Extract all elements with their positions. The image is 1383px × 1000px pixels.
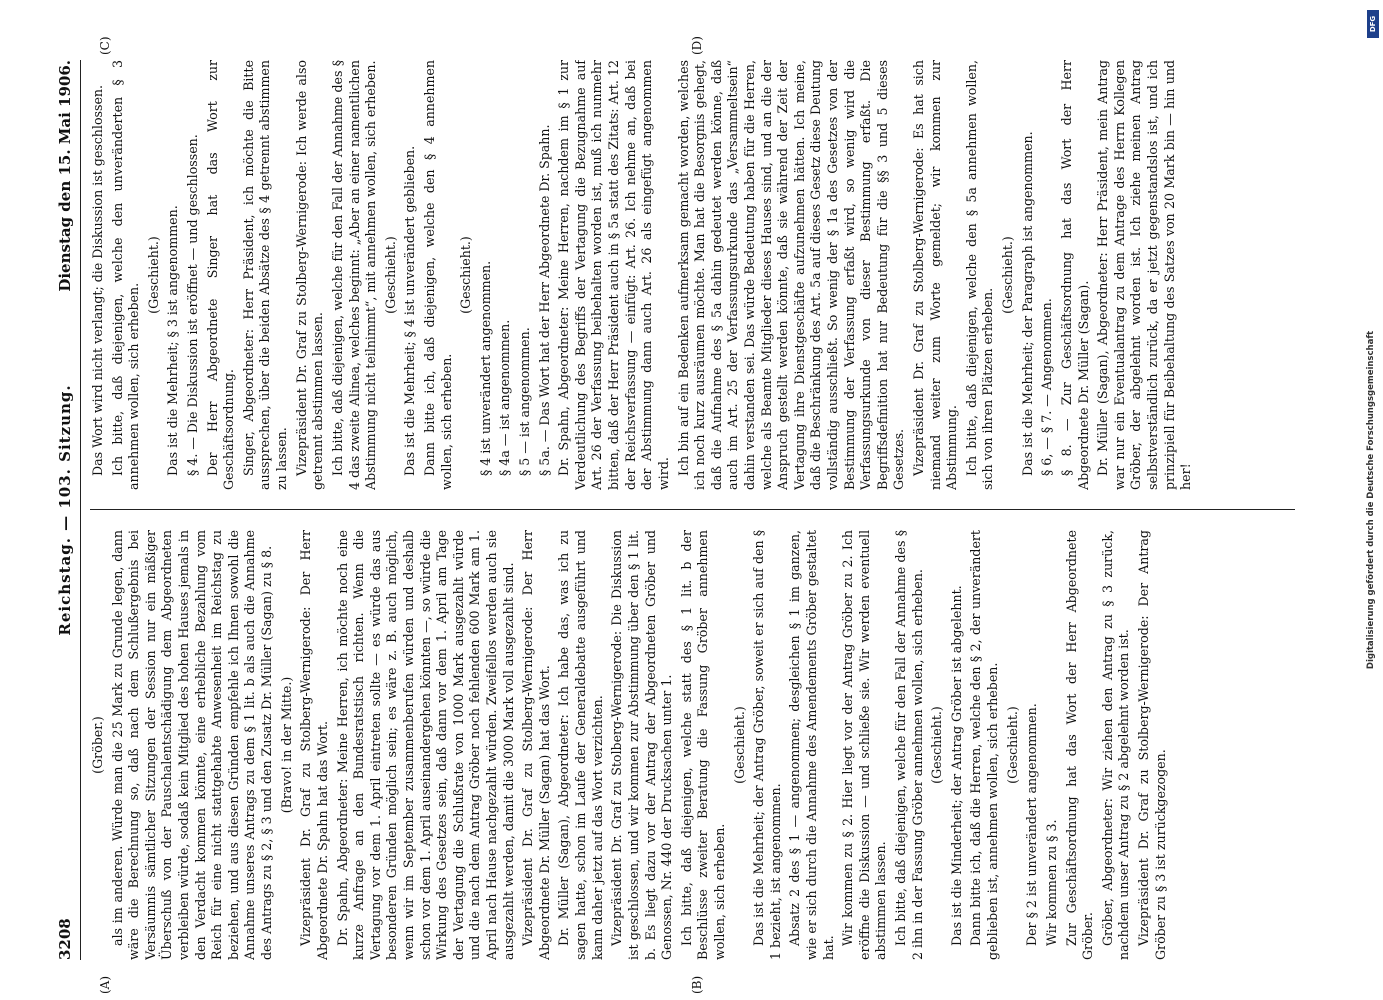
paragraph: Ich bitte, daß diejenigen, welche für den Fall der Annahme des § 4 das zweite Alinea, welches beginnt: „Aber an einer namentlichen Abstimmung nicht teilnimmt“, mit annehmen wollen, sich erheben.: [329, 60, 379, 490]
paragraph: Absatz 2 des § 1 — angenommen; desgleichen § 1 im ganzen, wie er sich durch die Annahme des Amendements Gröber gestaltet hat.: [787, 530, 836, 960]
paragraph: Das ist die Minderheit; der Antrag Gröber ist abgelehnt.: [948, 585, 964, 946]
paragraph: als im anderen. Würde man die 25 Mark zu Grunde legen, dann wäre die Berechnung so, daß nach dem Schlußergebnis bei Versäumnis sämtlicher Sitzungen der Session nur ein mäßiger Überschuß von der Pauschalentschädigung dem Abgeordneten verbleiben würde, sodaß kein Mitglied des hohen Hauses jemals in den Verdacht kommen könnte, eine erhebliche Bezahlung vom Reich für eine nicht stattgehabte Anwesenheit im Reichstag zu beziehen, und aus diesen Gründen empfehle ich Ihnen sowohl die Annahme unseres Antrags zu dem § 1 lit. b als auch die Annahme des Antrags zu § 2, § 3 und den Zusatz Dr. Müller (Sagan) zu § 8.: [109, 530, 275, 960]
margin-marker-c: (C): [98, 36, 112, 55]
page-title: Reichstag. — 103. Sitzung.: [56, 384, 74, 636]
paragraph: (Geschieht.): [1004, 706, 1020, 784]
paragraph: Zur Geschäftsordnung hat das Wort der Herr Abgeordnete Gröber.: [1063, 530, 1096, 960]
paragraph: Das ist die Mehrheit; § 3 ist angenommen.: [165, 205, 181, 476]
paragraph: (Geschieht.): [929, 706, 945, 784]
margin-marker-b: (B): [690, 975, 704, 994]
dfg-logo-text: DFG: [1369, 15, 1377, 33]
paragraph: (Bravo! in der Mitte.): [278, 676, 294, 814]
paragraph: Dr. Spahn, Abgeordneter: Meine Herren, nachdem im § 1 zur Verdeutlichung des Begriffs der Vertagung die Bezugnahme auf Art. 26 der Verfassung beibehalten worden ist, muß ich nunmehr bitten, daß der Herr Präsident auch in § 5a statt des Zitats: Art. 12 der Reichsverfassung — einfügt: Art. 26. Ich nehme an, daß bei der Abstimmung dann auch Art. 26 als eingefügt angenommen wird.: [556, 60, 671, 490]
paragraph: (Gröber.): [90, 716, 105, 774]
paragraph: Dr. Spahn, Abgeordneter: Meine Herren, ich möchte noch eine kurze Anfrage an den Bundesratstisch richten. Wenn die Vertagung vor dem 1. April eintreten sollte — es würde das aus besonderen Gründen möglich sein; es wäre z. B. auch möglich, wenn wir im September zusammenberufen würden und deshalb schon vor dem 1. April auseinandergehen könnten —, so würde die Wirkung des Gesetzes sein, daß dann vor dem 1. April am Tage der Vertagung die Schlußrate von 1000 Mark ausgezahlt würde und die nach dem Antrag Gröber noch fehlenden 600 Mark am 1. April nach Hause nachgezahlt würden. Zweifellos werden auch sie ausgezahlt werden, damit die 3000 Mark voll ausgezahlt sind.: [334, 530, 516, 960]
paragraph: Ich bitte, daß diejenigen, welche für den Fall der Annahme des § 2 ihn in der Fassung Gröber annehmen wollen, sich erheben.: [893, 530, 925, 960]
paragraph: Dann bitte ich, daß diejenigen, welche den § 4 annehmen wollen, sich erheben.: [421, 60, 454, 490]
margin-marker-d: (D): [690, 36, 704, 55]
paragraph: Das ist die Mehrheit; der Antrag Gröber, soweit er sich auf den § 1 bezieht, ist angenommen.: [751, 530, 783, 960]
paragraph: Wir kommen zu § 3.: [1043, 819, 1059, 946]
paragraph: Ich bitte, daß diejenigen, welche statt des § 1 lit. b der Beschlüsse zweiter Beratung die Fassung Gröber annehmen wollen, sich erheben.: [678, 530, 727, 960]
paragraph: (Geschieht.): [458, 236, 474, 314]
paragraph: (Geschieht.): [731, 706, 747, 784]
paragraph: Vizepräsident Dr. Graf zu Stolberg-Wernigerode: Der Herr Abgeordnete Dr. Müller (Sagan) hat das Wort.: [520, 530, 552, 960]
paragraph: Das ist die Mehrheit; § 4 ist unverändert geblieben.: [402, 145, 418, 476]
paragraph: Dr. Müller (Sagan), Abgeordneter: Herr Präsident, mein Antrag war nur ein Eventualantrag zu dem Antrage des Herrn Kollegen Gröber, der abgelehnt worden ist. Ich ziehe meinen Antrag selbstverständlich zurück, da er jetzt gegenstandslos ist, und ich prinzipiell für Beibehaltung des Satzes von 20 Mark bin — hin und her!: [1095, 60, 1194, 490]
paragraph: Ich bitte, daß diejenigen, welche den unveränderten § 3 annehmen wollen, sich erheben.: [109, 60, 142, 490]
paragraph: (Geschieht.): [1000, 236, 1016, 314]
paragraph: Vizepräsident Dr. Graf zu Stolberg-Wernigerode: Ich werde also getrennt abstimmen lassen.: [293, 60, 326, 490]
paragraph: Vizepräsident Dr. Graf zu Stolberg-Wernigerode: Der Herr Abgeordnete Dr. Spahn hat das Wort.: [298, 530, 330, 960]
paragraph: Ich bitte, daß diejenigen, welche den § 5a annehmen wollen, sich von ihren Plätzen erheben.: [963, 60, 996, 490]
paragraph: Der § 2 ist unverändert angenommen.: [1024, 703, 1040, 946]
dfg-logo: [1367, 10, 1379, 38]
paragraph: Vizepräsident Dr. Graf zu Stolberg-Wernigerode: Die Diskussion ist geschlossen, und wir kommen zur Abstimmung über den § 1 lit. b. Es liegt dazu vor der Antrag der Abgeordneten Gröber und Genossen, Nr. 440 der Drucksachen unter 1.: [609, 530, 675, 960]
paragraph: § 8. — Zur Geschäftsordnung hat das Wort der Herr Abgeordnete Dr. Müller (Sagan).: [1058, 60, 1091, 490]
column-divider: [90, 509, 1295, 510]
paragraph: § 4a — ist angenommen.: [497, 319, 513, 476]
paragraph: Wir kommen zu § 2. Hier liegt vor der Antrag Gröber zu 2. Ich eröffne die Diskussion — und schließe sie. Wir werden eventuell abstimmen lassen.: [840, 530, 889, 960]
paragraph: Singer, Abgeordneter: Herr Präsident, ich möchte die Bitte aussprechen, über die beiden Absätze des § 4 getrennt abstimmen zu lassen.: [240, 60, 290, 490]
paragraph: Der Herr Abgeordnete Singer hat das Wort zur Geschäftsordnung.: [204, 60, 237, 490]
paragraph: Dr. Müller (Sagan), Abgeordneter: Ich habe das, was ich zu sagen hatte, schon im Laufe der Generaldebatte ausgeführt und kann daher jetzt auf das Wort verzichten.: [556, 530, 605, 960]
right-column: [90, 60, 1290, 490]
paragraph: Ich bin auf ein Bedenken aufmerksam gemacht worden, welches ich noch kurz ausräumen möchte. Man hat die Besorgnis gehegt, daß die Aufnahme des § 5a dahin gedeutet werden könne, daß auch im Art. 25 der Verfassungsurkunde das „Versammeltsein“ dahin verstanden sei. Das würde Bedeutung haben für die Herren, welche als Beamte Mitglieder dieses Hauses sind, und an die der Anspruch gestellt werden könnte, daß sie während der Zeit der Vertagung ihre Dienstgeschäfte aufzunehmen hätten. Ich meine, daß die Beschränkung des Art. 5a auf dieses Gesetz diese Deutung vollständig ausschließt. So wenig der § 1a des Gesetzes von der Bestimmung der Verfassung erfaßt wird, so wenig wird die Verfassungsurkunde von dieser Bestimmung erfaßt. Die Begriffsdefinition hat nur Bedeutung für die §§ 3 und 5 dieses Gesetzes.: [675, 60, 907, 490]
margin-marker-a: (A): [98, 975, 112, 994]
paragraph: (Geschieht.): [145, 236, 161, 314]
document-page: [50, 36, 1300, 994]
paragraph: § 5a. — Das Wort hat der Herr Abgeordnete Dr. Spahn.: [536, 124, 552, 476]
paragraph: § 4 ist unverändert angenommen.: [477, 260, 493, 476]
page-date: Dienstag den 15. Mai 1906.: [56, 60, 74, 292]
paragraph: § 4. — Die Diskussion ist eröffnet — und geschlossen.: [185, 134, 201, 476]
paragraph: § 6, — § 7. — Angenommen.: [1039, 298, 1055, 476]
page-number: 3208: [56, 918, 74, 960]
page-header: [50, 60, 81, 960]
paragraph: Dann bitte ich, daß die Herren, welche den § 2, der unverändert geblieben ist, annehmen wollen, sich erheben.: [968, 530, 1001, 960]
paragraph: (Geschieht.): [382, 236, 398, 314]
digitization-credit: [1366, 10, 1380, 990]
paragraph: Vizepräsident Dr. Graf zu Stolberg-Wernigerode: Der Antrag Gröber zu § 3 ist zurückgezogen.: [1135, 530, 1168, 960]
paragraph: Das Wort wird nicht verlangt; die Diskussion ist geschlossen.: [90, 84, 105, 476]
credit-text: Digitalisierung gefördert durch die Deutsche Forschungsgemeinschaft: [1366, 330, 1376, 670]
paragraph: Gröber, Abgeordneter: Wir ziehen den Antrag zu § 3 zurück, nachdem unser Antrag zu § 2 abgelehnt worden ist.: [1099, 530, 1132, 960]
paragraph: Vizepräsident Dr. Graf zu Stolberg-Wernigerode: Es hat sich niemand weiter zum Worte gemeldet; wir kommen zur Abstimmung.: [911, 60, 960, 490]
paragraph: § 5 — ist angenommen.: [517, 327, 533, 476]
paragraph: Das ist die Mehrheit; der Paragraph ist angenommen.: [1019, 131, 1035, 476]
left-column: [90, 530, 1290, 960]
